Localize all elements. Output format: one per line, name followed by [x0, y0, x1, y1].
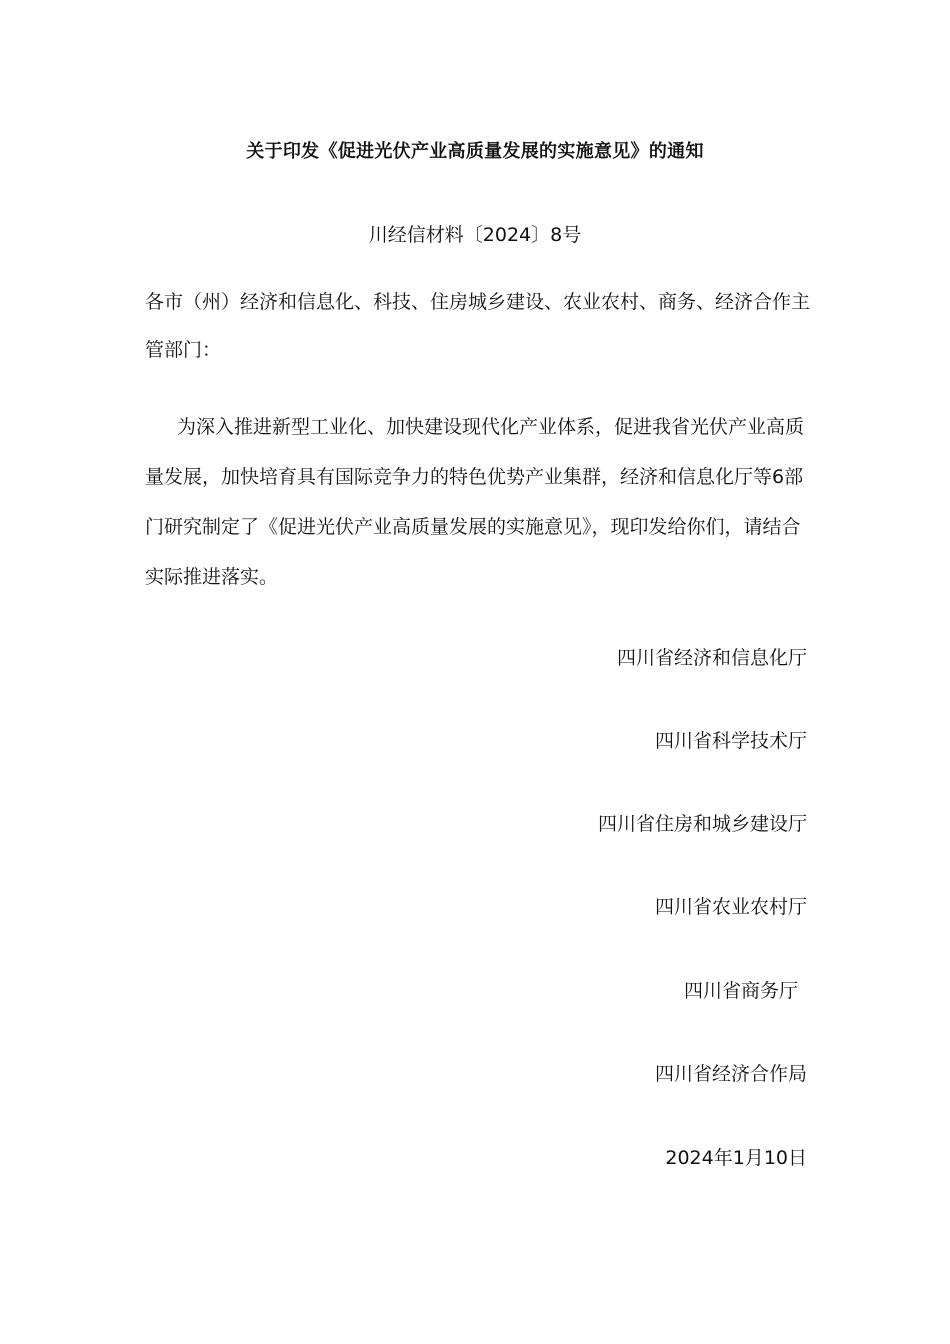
- signatory-commerce: 四川省商务厅: [683, 980, 798, 1002]
- signatory-housing: 四川省住房和城乡建设厅: [597, 813, 807, 835]
- signatory-economic-cooperation: 四川省经济合作局: [654, 1063, 807, 1085]
- document-date: 2024年1月10日: [665, 1147, 807, 1169]
- document-title: 关于印发《促进光伏产业高质量发展的实施意见》的通知: [246, 141, 704, 162]
- salutation: 各市（州）经济和信息化、科技、住房城乡建设、农业农村、商务、经济合作主管部门：: [145, 291, 811, 361]
- signatory-economy-it: 四川省经济和信息化厅: [616, 647, 807, 669]
- body-paragraph: 为深入推进新型工业化、加快建设现代化产业体系，促进我省光伏产业高质量发展，加快培育具有国际竞争力的特色优势产业集群，经济和信息化厅等6部门研究制定了《促进光伏产业高质量发展的实施意见》，现印发给你们，请结合实际推进落实。: [145, 416, 805, 588]
- document-number: 川经信材料〔2024〕8号: [368, 224, 582, 246]
- signatory-agriculture: 四川省农业农村厅: [654, 896, 807, 918]
- signatory-science-tech: 四川省科学技术厅: [654, 730, 807, 752]
